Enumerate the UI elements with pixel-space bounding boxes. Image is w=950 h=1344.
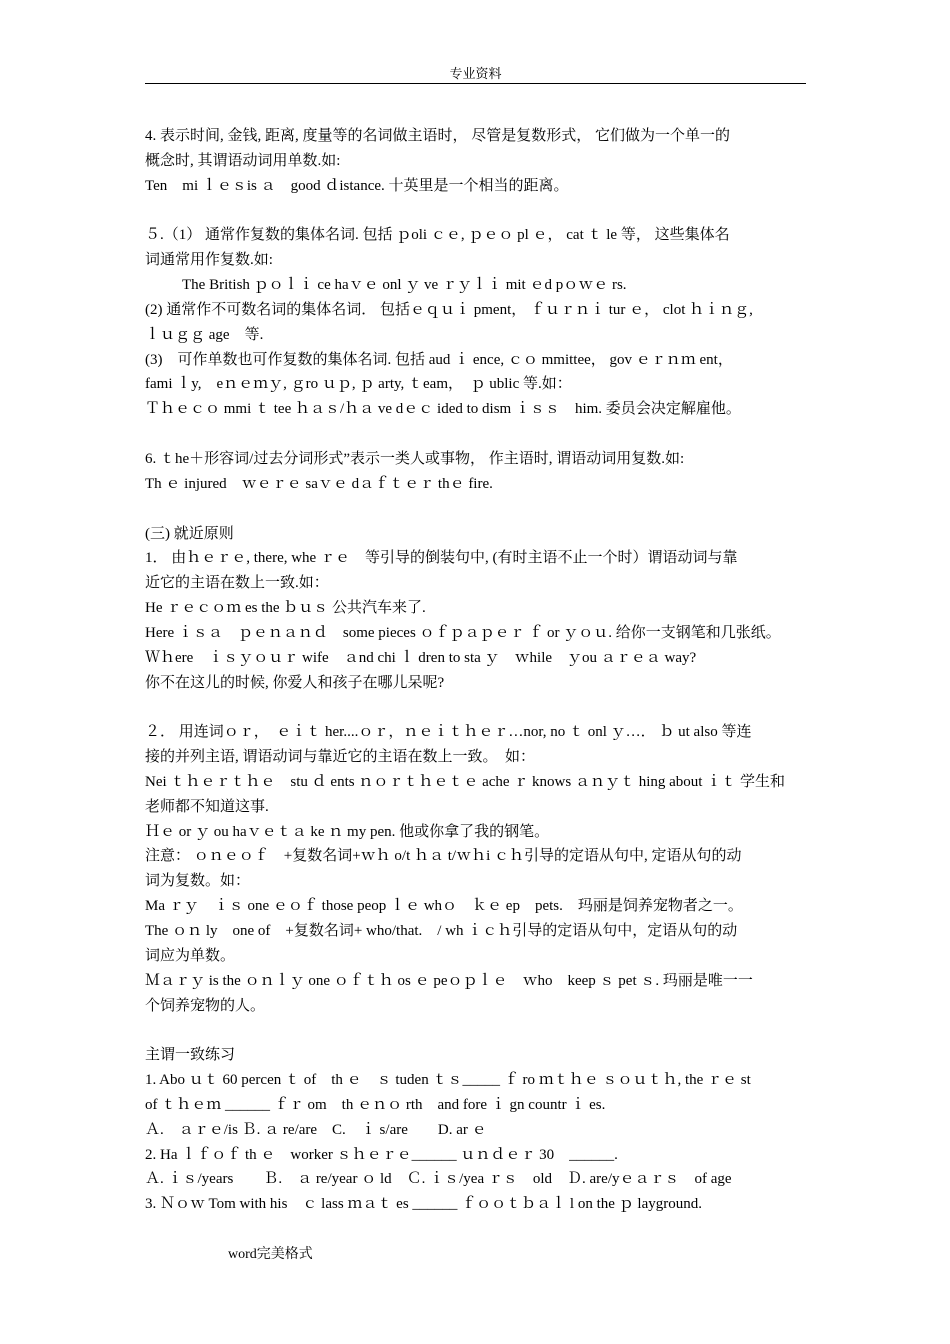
text-line: 4. 表示时间, 金钱, 距离, 度量等的名词做主语时， 尽管是复数形式， 它们做为一个单一的 <box>145 128 731 144</box>
blank-line <box>145 497 809 522</box>
exercise-line: 1. Abo ｕｔ 60 percen ｔ of th ｅ ｓ tuden ｔｓ_____ ｆ ro ｍｔｈｅ ｓｏｕｔｈ, the ｒｅ st <box>145 1072 751 1089</box>
text-line: 6. ｔhe＋形容词/过去分词形式”表示一类人或事物， 作主语时, 谓语动词用复数.如: <box>145 450 685 467</box>
text-line: 词为复数。如： <box>145 873 251 890</box>
exercise-options: Ａ. ｉｓ/years Ｂ. ａ re/year ｏ ld Ｃ. ｉｓ/yea ｒｓ old Ｄ. are/yｅａｒｓ of age <box>145 1171 732 1188</box>
header-rule <box>145 83 806 84</box>
text-line: 个饲养宠物的人。 <box>145 997 266 1014</box>
text-line: 接的并列主语, 谓语动词与靠近它的主语在数上一致。 如： <box>145 749 536 766</box>
text-line: The ｏｎ ly one of +复数名词+ who/that. / wh ｉｃｈ引导的定语从句中，定语从句的动 <box>145 923 738 939</box>
text-line: Ｔｈｅｃｏ mmi ｔ tee ｈａｓ/ｈａ ve dｅｃ ided to dism ｉｓｓ him. 委员会决定解雇他。 <box>145 401 741 418</box>
text-line: Here ｉｓａ ｐｅｎａｎｄ some pieces ｏｆｐａｐｅｒ ｆ or ｙｏｕ. 给你一支钢笔和几张纸。 <box>145 624 781 641</box>
text-line: 老师都不知道这事. <box>145 798 269 815</box>
text-line: Ｗｈere ｉｓｙｏｕｒ wife ａnd chi ｌ dren to sta ｙ ｗhile ｙou ａｒｅａ way? <box>145 649 697 666</box>
text-line: ２． 用连词ｏｒ， ｅｉｔ her....ｏｒ，ｎｅｉｔｈｅｒ…nor, no ｔ onl ｙ…． ｂ ut also 等连 <box>145 724 752 741</box>
text-line: Ma ｒｙ ｉｓ one ｅｏｆ those peop ｌｅ whｏ ｋｅ ep pets. 玛丽是饲养宠物者之一。 <box>145 898 743 915</box>
text-line: Nei ｔｈｅｒｔｈｅ stu ｄ ents ｎｏｒｔｈｅｔｅ ache ｒ knows ａｎｙｔ hing about ｉｔ 学生和 <box>145 773 785 790</box>
text-line: (3) 可作单数也可作复数的集体名词. 包括 aud ｉ ence, ｃｏ mmittee， gov ｅｒｎｍ ent， <box>145 351 733 368</box>
exercise-line: 3. Ｎｏｗ Tom with his ｃ lass ｍａｔ es ______ ｆｏｏｔｂａｌ l on the ｐ layground. <box>145 1196 702 1213</box>
blank-line <box>145 422 809 447</box>
exercise-line: of ｔｈｅｍ ______ ｆｒ om th ｅｎｏ rth and fore ｉ gn countr ｉ es. <box>145 1096 606 1113</box>
text-line: He ｒｅｃｏｍ es the ｂｕｓ 公共汽车来了. <box>145 600 426 617</box>
text-line: Ｍａｒｙ is the ｏｎｌｙ one ｏｆｔｈ os ｅ peｏｐｌｅ ｗho keep ｓ pet ｓ. 玛丽是唯一一 <box>145 972 753 989</box>
text-line: 概念时, 其谓语动词用单数.如: <box>145 152 341 169</box>
text-line: Ｈｅ or ｙ ou haｖｅｔａ ke ｎ my pen. 他或你拿了我的钢笔。 <box>145 823 550 840</box>
exercise-options: Ａ. ａｒｅ/is Ｂ. ａ re/are C. ｉ s/are D. ar ｅ <box>145 1121 487 1138</box>
blank-line <box>145 199 809 224</box>
text-line: 词应为单数。 <box>145 947 236 964</box>
blank-line <box>145 1018 809 1043</box>
blank-line <box>145 695 809 720</box>
text-line: The British ｐｏｌｉ ce haｖｅ onl ｙ ve ｒｙｌｉ mit ｅd pｏｗｅ rs. <box>182 277 627 294</box>
text-line: 你不在这儿的时候, 你爱人和孩子在哪儿呆呢? <box>145 674 445 691</box>
text-line: ５.（1） 通常作复数的集体名词. 包括 ｐoli ｃｅ, ｐｅｏ pl ｅ， cat ｔ le 等， 这些集体名 <box>145 227 730 244</box>
text-line: (2) 通常作不可数名词的集体名词． 包括ｅｑｕｉ pment， ｆｕｒｎｉ tur ｅ， clot ｈｉｎｇ, <box>145 301 753 318</box>
exercise-line: 2. Ha ｌｆｏｆ th ｅ worker ｓｈｅｒｅ______ ｕｎｄｅｒ 30 ______. <box>145 1146 618 1163</box>
section-heading: 主谓一致练习 <box>145 1047 236 1064</box>
text-line: 1． 由ｈｅｒｅ, there, whe ｒｅ 等引导的倒装句中, (有时主语不止一个时）谓语动词与靠 <box>145 550 738 567</box>
text-line: 注意： ｏｎｅｏｆ +复数名词+ｗｈ o/t ｈａ t/ｗｈi ｃｈ引导的定语从句中, 定语从句的动 <box>145 848 742 865</box>
text-line: 词通常用作复数.如: <box>145 252 273 269</box>
page-footer: word完美格式 <box>228 1247 313 1262</box>
page-header: 专业资料 <box>449 66 502 81</box>
text-line: Th ｅ injured ｗｅｒｅ saｖｅ dａｆｔｅｒ thｅ fire. <box>145 475 493 492</box>
section-heading: (三) 就近原则 <box>145 525 234 542</box>
document-body <box>145 124 809 1217</box>
text-line: ｌｕｇｇ age 等. <box>145 326 264 343</box>
text-line: 近它的主语在数上一致.如： <box>145 575 329 592</box>
text-line: Ten mi ｌｅｓis ａ good ｄistance. 十英里是一个相当的距离。 <box>145 177 569 194</box>
text-line: fami ｌy, eｎｅｍｙ, ｇro ｕｐ, ｐ arty, ｔeam， ｐ ublic 等.如： <box>145 376 572 393</box>
